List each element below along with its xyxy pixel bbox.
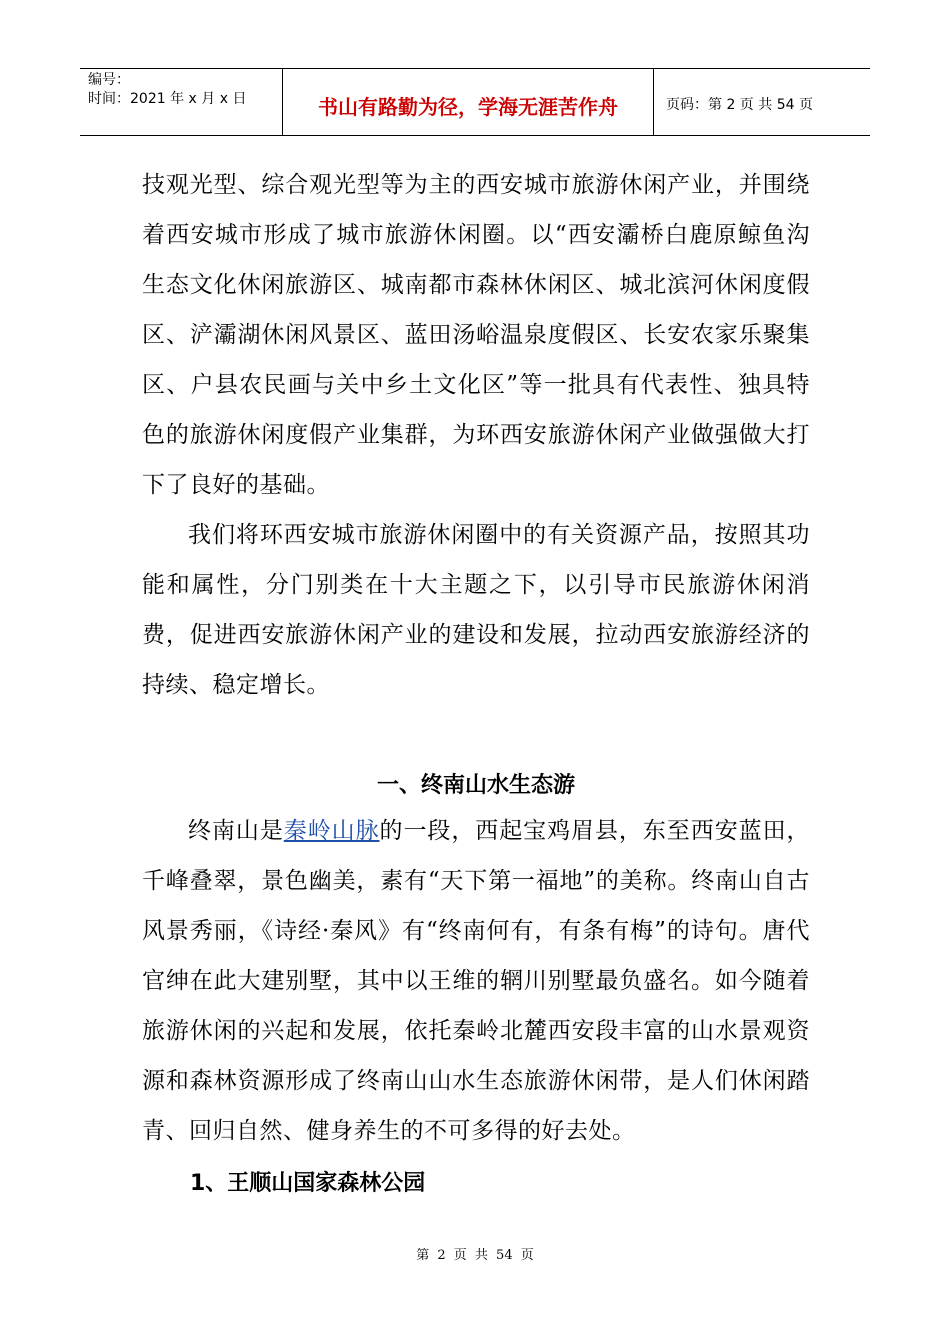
header-meta	[80, 69, 282, 135]
paragraph-text-start: 终南山是	[188, 818, 284, 844]
paragraph-zhongnan	[142, 806, 810, 1156]
header-page-number: 页码：第 2 页 共 54 页	[666, 97, 813, 113]
section-body	[142, 806, 810, 1156]
section-heading: 一、终南山水生态游	[376, 773, 575, 798]
qinling-link[interactable]: 秦岭山脉	[283, 818, 380, 844]
document-number-label: 编号：	[88, 72, 130, 88]
subsection-heading: 1、王顺山国家森林公园	[190, 1171, 426, 1196]
page-footer: 第 2 页 共 54 页	[416, 1248, 534, 1263]
paragraph-text-rest: 的一段，西起宝鸡眉县，东至西安蓝田，千峰叠翠，景色幽美，素有“天下第一福地”的美称。终南山自古风景秀丽，《诗经·秦风》有“终南何有，有条有梅”的诗句。唐代官绅在此大建别墅，其中以王维的辋川别墅最负盛名。如今随着旅游休闲的兴起和发展，依托秦岭北麓西安段丰富的山水景观资源和森林资源形成了终南山山水生态旅游休闲带，是人们休闲踏青、回归自然、健身养生的不可多得的好去处。	[142, 818, 811, 1144]
paragraph-continued: 技观光型、综合观光型等为主的西安城市旅游休闲产业，并围绕着西安城市形成了城市旅游休闲圈。以“西安灞桥白鹿原鲸鱼沟生态文化休闲旅游区、城南都市森林休闲区、城北滨河休闲度假区、浐灞湖休闲风景区、蓝田汤峪温泉度假区、长安农家乐聚集区、户县农民画与关中乡土文化区”等一批具有代表性、独具特色的旅游休闲度假产业集群，为环西安旅游休闲产业做强做大打下了良好的基础。	[142, 172, 810, 498]
page-header	[80, 68, 870, 136]
body-text	[142, 160, 810, 710]
paragraph-resources: 我们将环西安城市旅游休闲圈中的有关资源产品，按照其功能和属性，分门别类在十大主题之下，以引导市民旅游休闲消费，促进西安旅游休闲产业的建设和发展，拉动西安旅游经济的持续、稳定增长。	[142, 522, 810, 698]
header-motto: 书山有路勤为径，学海无涯苦作舟	[282, 69, 654, 135]
document-date-label: 时间：2021 年 x 月 x 日	[88, 91, 247, 107]
